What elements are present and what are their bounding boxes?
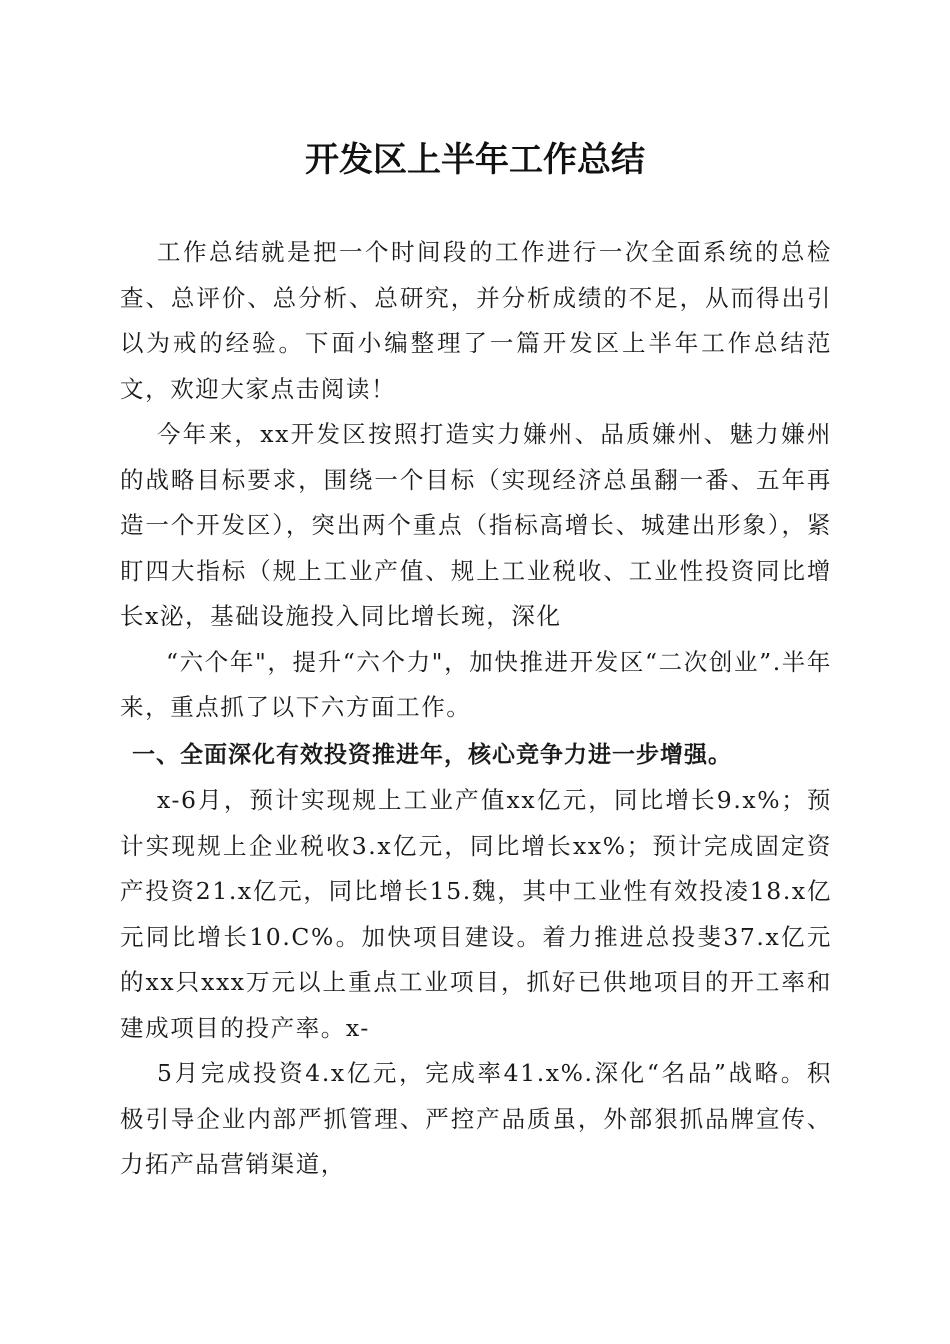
section-heading-1: 一、全面深化有效投资推进年，核心竞争力进一步增强。 [132, 741, 732, 768]
brand-strategy-paragraph: 5月完成投资4.x亿元，完成率41.x%.深化“名品”战略。积极引导企业内部严抓管理、严控产品质虽，外部狠抓品牌宣传、力拓产品营销渠道， [120, 1059, 832, 1178]
overview-paragraph: 今年来，xx开发区按照打造实力嫌州、品质嫌州、魅力嫌州的战略目标要求，围绕一个目标（实现经济总虽翻一番、五年再造一个开发区），突出两个重点（指标高增长、城建出形象），紧盯四大指标（规上工业产值、规上工业税收、工业性投资同比增长x泌，基础设施投入同比增长琬，深化 [120, 420, 832, 630]
document-body [120, 230, 832, 1188]
intro-paragraph: 工作总结就是把一个时间段的工作进行一次全面系统的总检查、总评价、总分析、总研究，并分析成绩的不足，从而得出引以为戒的经验。下面小编整理了一篇开发区上半年工作总结范文，欢迎大家点击阅读！ [120, 238, 832, 403]
six-aspects-paragraph: “六个年"，提升“六个力"，加快推进开发区“二次创业”.半年来，重点抓了以下六方面工作。 [120, 647, 832, 721]
investment-paragraph: x-6月，预计实现规上工业产值xx亿元，同比增长9.x%；预计实现规上企业税收3.x亿元，同比增长xx%；预计完成固定资产投资21.x亿元，同比增长15.魏，其中工业性有效投凌18.x亿元同比增长10.C%。加快项目建设。着力推进总投斐37.x亿元的xx只xxx万元以上重点工业项目，抓好已供地项目的开工率和建成项目的投产率。x- [120, 786, 832, 1042]
document-title: 开发区上半年工作总结 [305, 140, 645, 180]
